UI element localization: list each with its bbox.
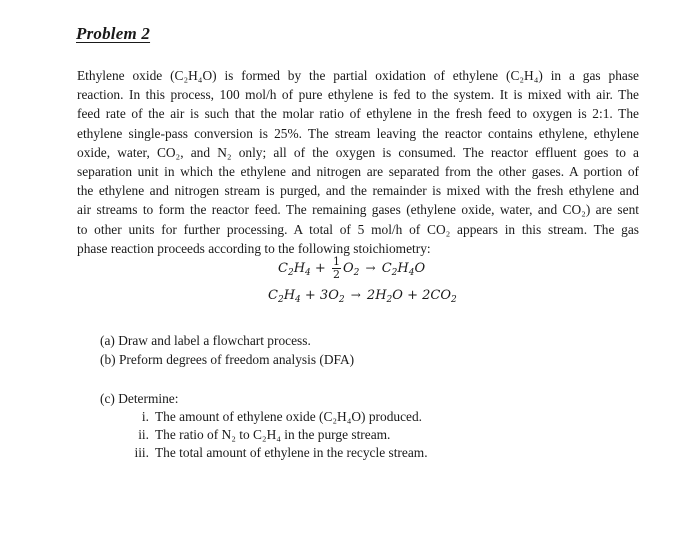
- one-half-fraction: $\frac{1}{2}$: [332, 255, 340, 281]
- statement-line: separation unit in which the ethylene and nitrogen are separated from the other gases. A portion of: [77, 164, 639, 180]
- statement-line: ethylene single-pass conversion is 25%. The stream leaving the reactor contains ethylene, ethylene: [77, 125, 639, 141]
- task-list-ab: [100, 333, 354, 371]
- problem-statement: [77, 66, 639, 258]
- statement-line: the ethylene and nitrogen stream is purged, and the remainder is mixed with the fresh ethylene and: [77, 183, 639, 199]
- task-c-item: iii. The total amount of ethylene in the recycle stream.: [134, 445, 428, 460]
- statement-line: reaction. In this process, 100 mol/h of pure ethylene is fed to the system. It is mixed with air. The: [77, 87, 639, 103]
- statement-line: phase reaction proceeds according to the following stoichiometry:: [77, 240, 431, 256]
- combustion-equation: $C_2H_4 + 3O_2 \to 2H_2O + 2CO_2$: [268, 288, 457, 305]
- reaction-arrow-icon: →: [365, 261, 376, 275]
- task-b: (b) Preform degrees of freedom analysis (DFA): [100, 352, 355, 367]
- task-c-item: i. The amount of ethylene oxide (C₂H₄O) produced.: [141, 409, 423, 424]
- task-c-label: (c) Determine:: [100, 391, 179, 406]
- statement-line: to other units for further processing. A total of 5 mol/h of CO₂ appears in this stream. The gas: [77, 221, 639, 237]
- statement-line: air streams to form the reactor feed. The remaining gases (ethylene oxide, water, and CO₂) are sent: [77, 202, 639, 218]
- task-c-subitems: [117, 409, 428, 463]
- statement-line: feed rate of the air is such that the molar ratio of ethylene in the fresh feed to oxygen is 2:1. The: [77, 106, 639, 122]
- stoichiometry-equations: [258, 256, 457, 312]
- task-list-c: [100, 391, 178, 410]
- task-a: (a) Draw and label a flowchart process.: [100, 333, 311, 348]
- statement-line: Ethylene oxide (C₂H₄O) is formed by the partial oxidation of ethylene (C₂H₄) in a gas phase: [77, 68, 639, 83]
- statement-line: oxide, water, CO₂, and N₂ only; all of the oxygen is consumed. The reactor effluent goes to a: [77, 144, 639, 160]
- partial-oxidation-equation: $C_2H_4$ + $\frac{1}{2}$ $O_2 \to C_2H_4O$: [278, 255, 426, 281]
- problem-title: Problem 2: [76, 24, 151, 43]
- reaction-arrow-icon: →: [350, 288, 361, 302]
- task-c-item: ii. The ratio of N₂ to C₂H₄ in the purge stream.: [138, 427, 391, 442]
